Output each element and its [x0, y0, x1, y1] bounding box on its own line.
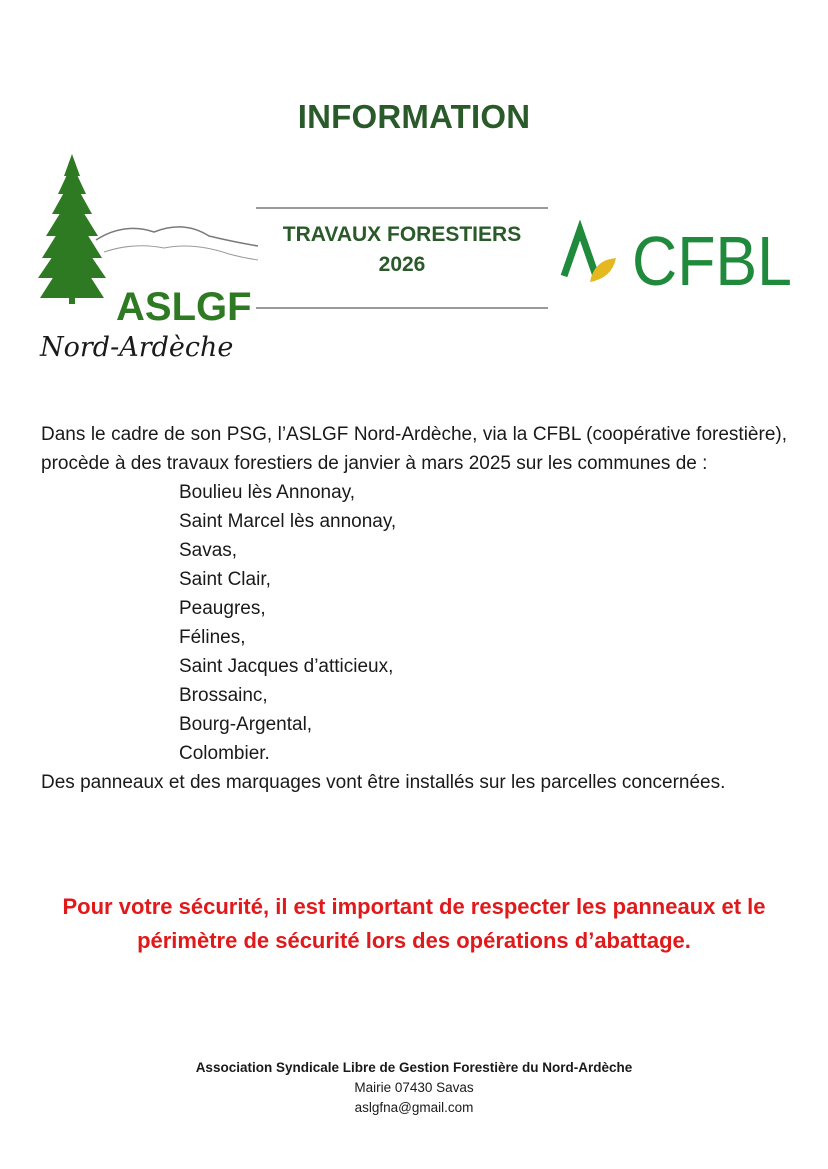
cfbl-brand-text: CFBL	[632, 222, 792, 292]
list-item: Saint Clair,	[179, 569, 271, 590]
list-item: Colombier.	[179, 743, 270, 764]
list-item: Saint Jacques d’atticieux,	[179, 656, 394, 677]
list-item: Savas,	[179, 540, 238, 561]
list-item: Saint Marcel lès annonay,	[179, 511, 397, 532]
title-line-1: TRAVAUX FORESTIERS	[282, 223, 522, 246]
cfbl-logo	[560, 220, 796, 292]
title-line-2: 2026	[378, 253, 426, 276]
communes-list	[41, 478, 787, 768]
aslgf-logo	[34, 150, 258, 365]
intro-paragraph: Dans le cadre de son PSG, l’ASLGF Nord-Ardèche, via la CFBL (coopérative forestière), procède à des travaux forestiers de janvier à mars 2025 sur les communes de :	[41, 424, 787, 474]
page-heading: INFORMATION	[297, 98, 531, 135]
list-item: Peaugres,	[179, 598, 266, 619]
hill-line-icon	[104, 246, 258, 260]
hill-line-icon	[96, 227, 258, 246]
list-item: Bourg-Argental,	[179, 714, 313, 735]
body-text	[41, 420, 787, 797]
footer-address: Mairie 07430 Savas	[354, 1080, 474, 1095]
list-item: Boulieu lès Annonay,	[179, 482, 356, 503]
aslgf-subtitle-text: Nord-Ardèche	[40, 332, 234, 363]
list-item: Félines,	[179, 627, 246, 648]
list-item: Brossainc,	[179, 685, 268, 706]
footer	[0, 1058, 828, 1118]
fir-tree-icon	[38, 154, 106, 304]
safety-warning: Pour votre sécurité, il est important de respecter les panneaux et le périmètre de sécurité lors des opérations d’abattage.	[62, 894, 766, 953]
footer-organization: Association Syndicale Libre de Gestion Forestière du Nord-Ardèche	[195, 1060, 633, 1075]
panels-note: Des panneaux et des marquages vont être installés sur les parcelles concernées.	[41, 772, 726, 793]
aslgf-brand-text: ASLGF	[116, 285, 252, 329]
footer-email[interactable]: aslgfna@gmail.com	[354, 1100, 474, 1115]
title-box	[256, 207, 548, 309]
chevron-up-icon	[564, 230, 596, 276]
